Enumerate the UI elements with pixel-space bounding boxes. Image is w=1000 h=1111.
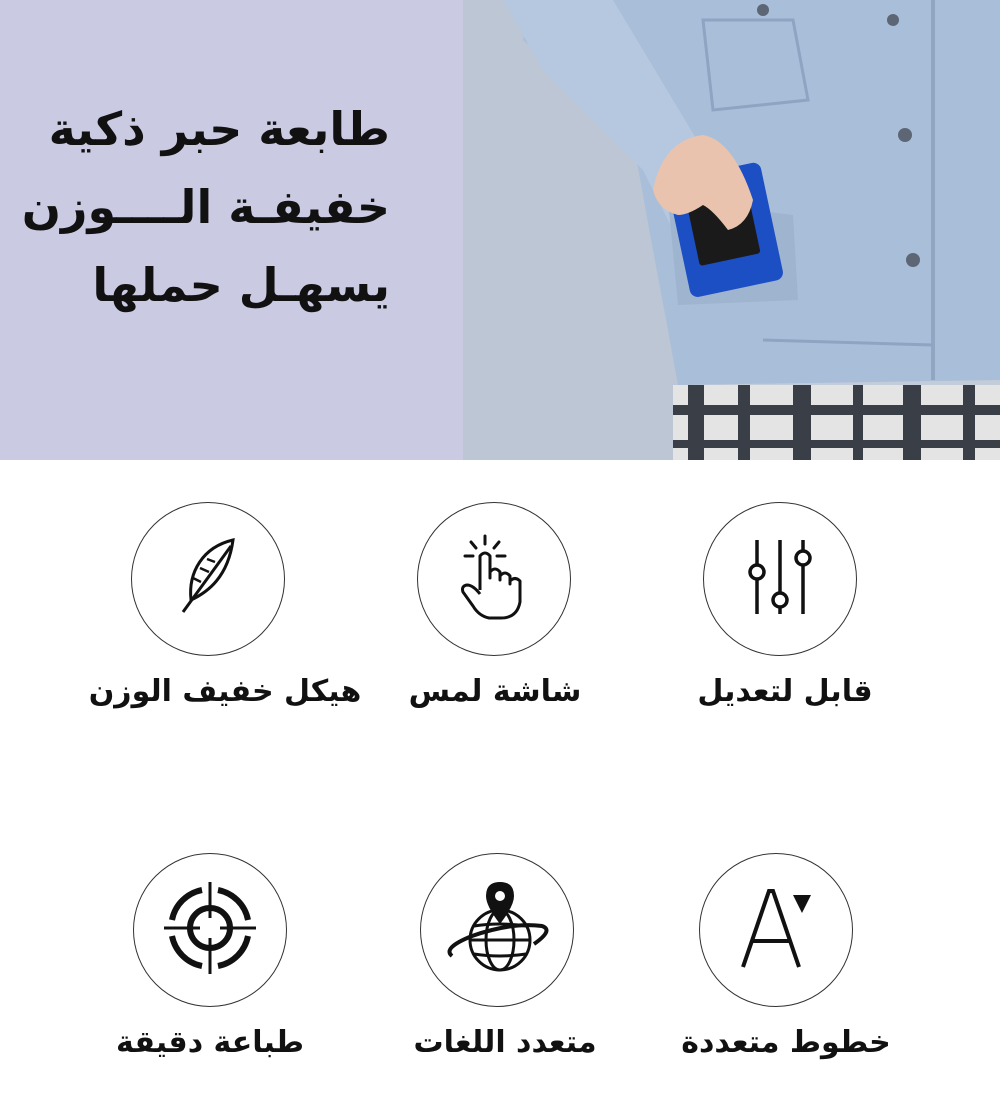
hero-title-line-3: يسهـل حملها (92, 258, 390, 312)
feature-icon-circle (420, 853, 574, 1007)
feature-label: خطوط متعددة (681, 1025, 891, 1060)
feature-label: هيكل خفيف الوزن (88, 674, 362, 709)
feature-icon-circle (133, 853, 287, 1007)
hero-title (21, 90, 390, 324)
globe-pin-icon (442, 878, 552, 982)
crosshair-target-icon (160, 878, 260, 982)
sliders-icon (735, 532, 825, 626)
feature-icon-circle (703, 502, 857, 656)
person-with-printer-illustration (463, 0, 1000, 460)
font-size-icon (731, 883, 821, 977)
feature-label: شاشة لمس (408, 674, 582, 709)
feature-icon-circle (699, 853, 853, 1007)
hero-title-line-2: خفيفـة الــــوزن (21, 180, 390, 234)
feather-icon (163, 532, 253, 626)
product-photo (463, 0, 1000, 460)
feature-label: متعدد اللغات (413, 1025, 597, 1060)
touch-hand-icon (449, 532, 539, 626)
hero-banner (0, 0, 1000, 460)
feature-icon-circle (417, 502, 571, 656)
feature-label: قابل لتعديل (697, 674, 873, 709)
feature-icon-circle (131, 502, 285, 656)
feature-label: طباعة دقيقة (116, 1025, 304, 1060)
hero-title-line-1: طابعة حبر ذكية (48, 102, 390, 156)
